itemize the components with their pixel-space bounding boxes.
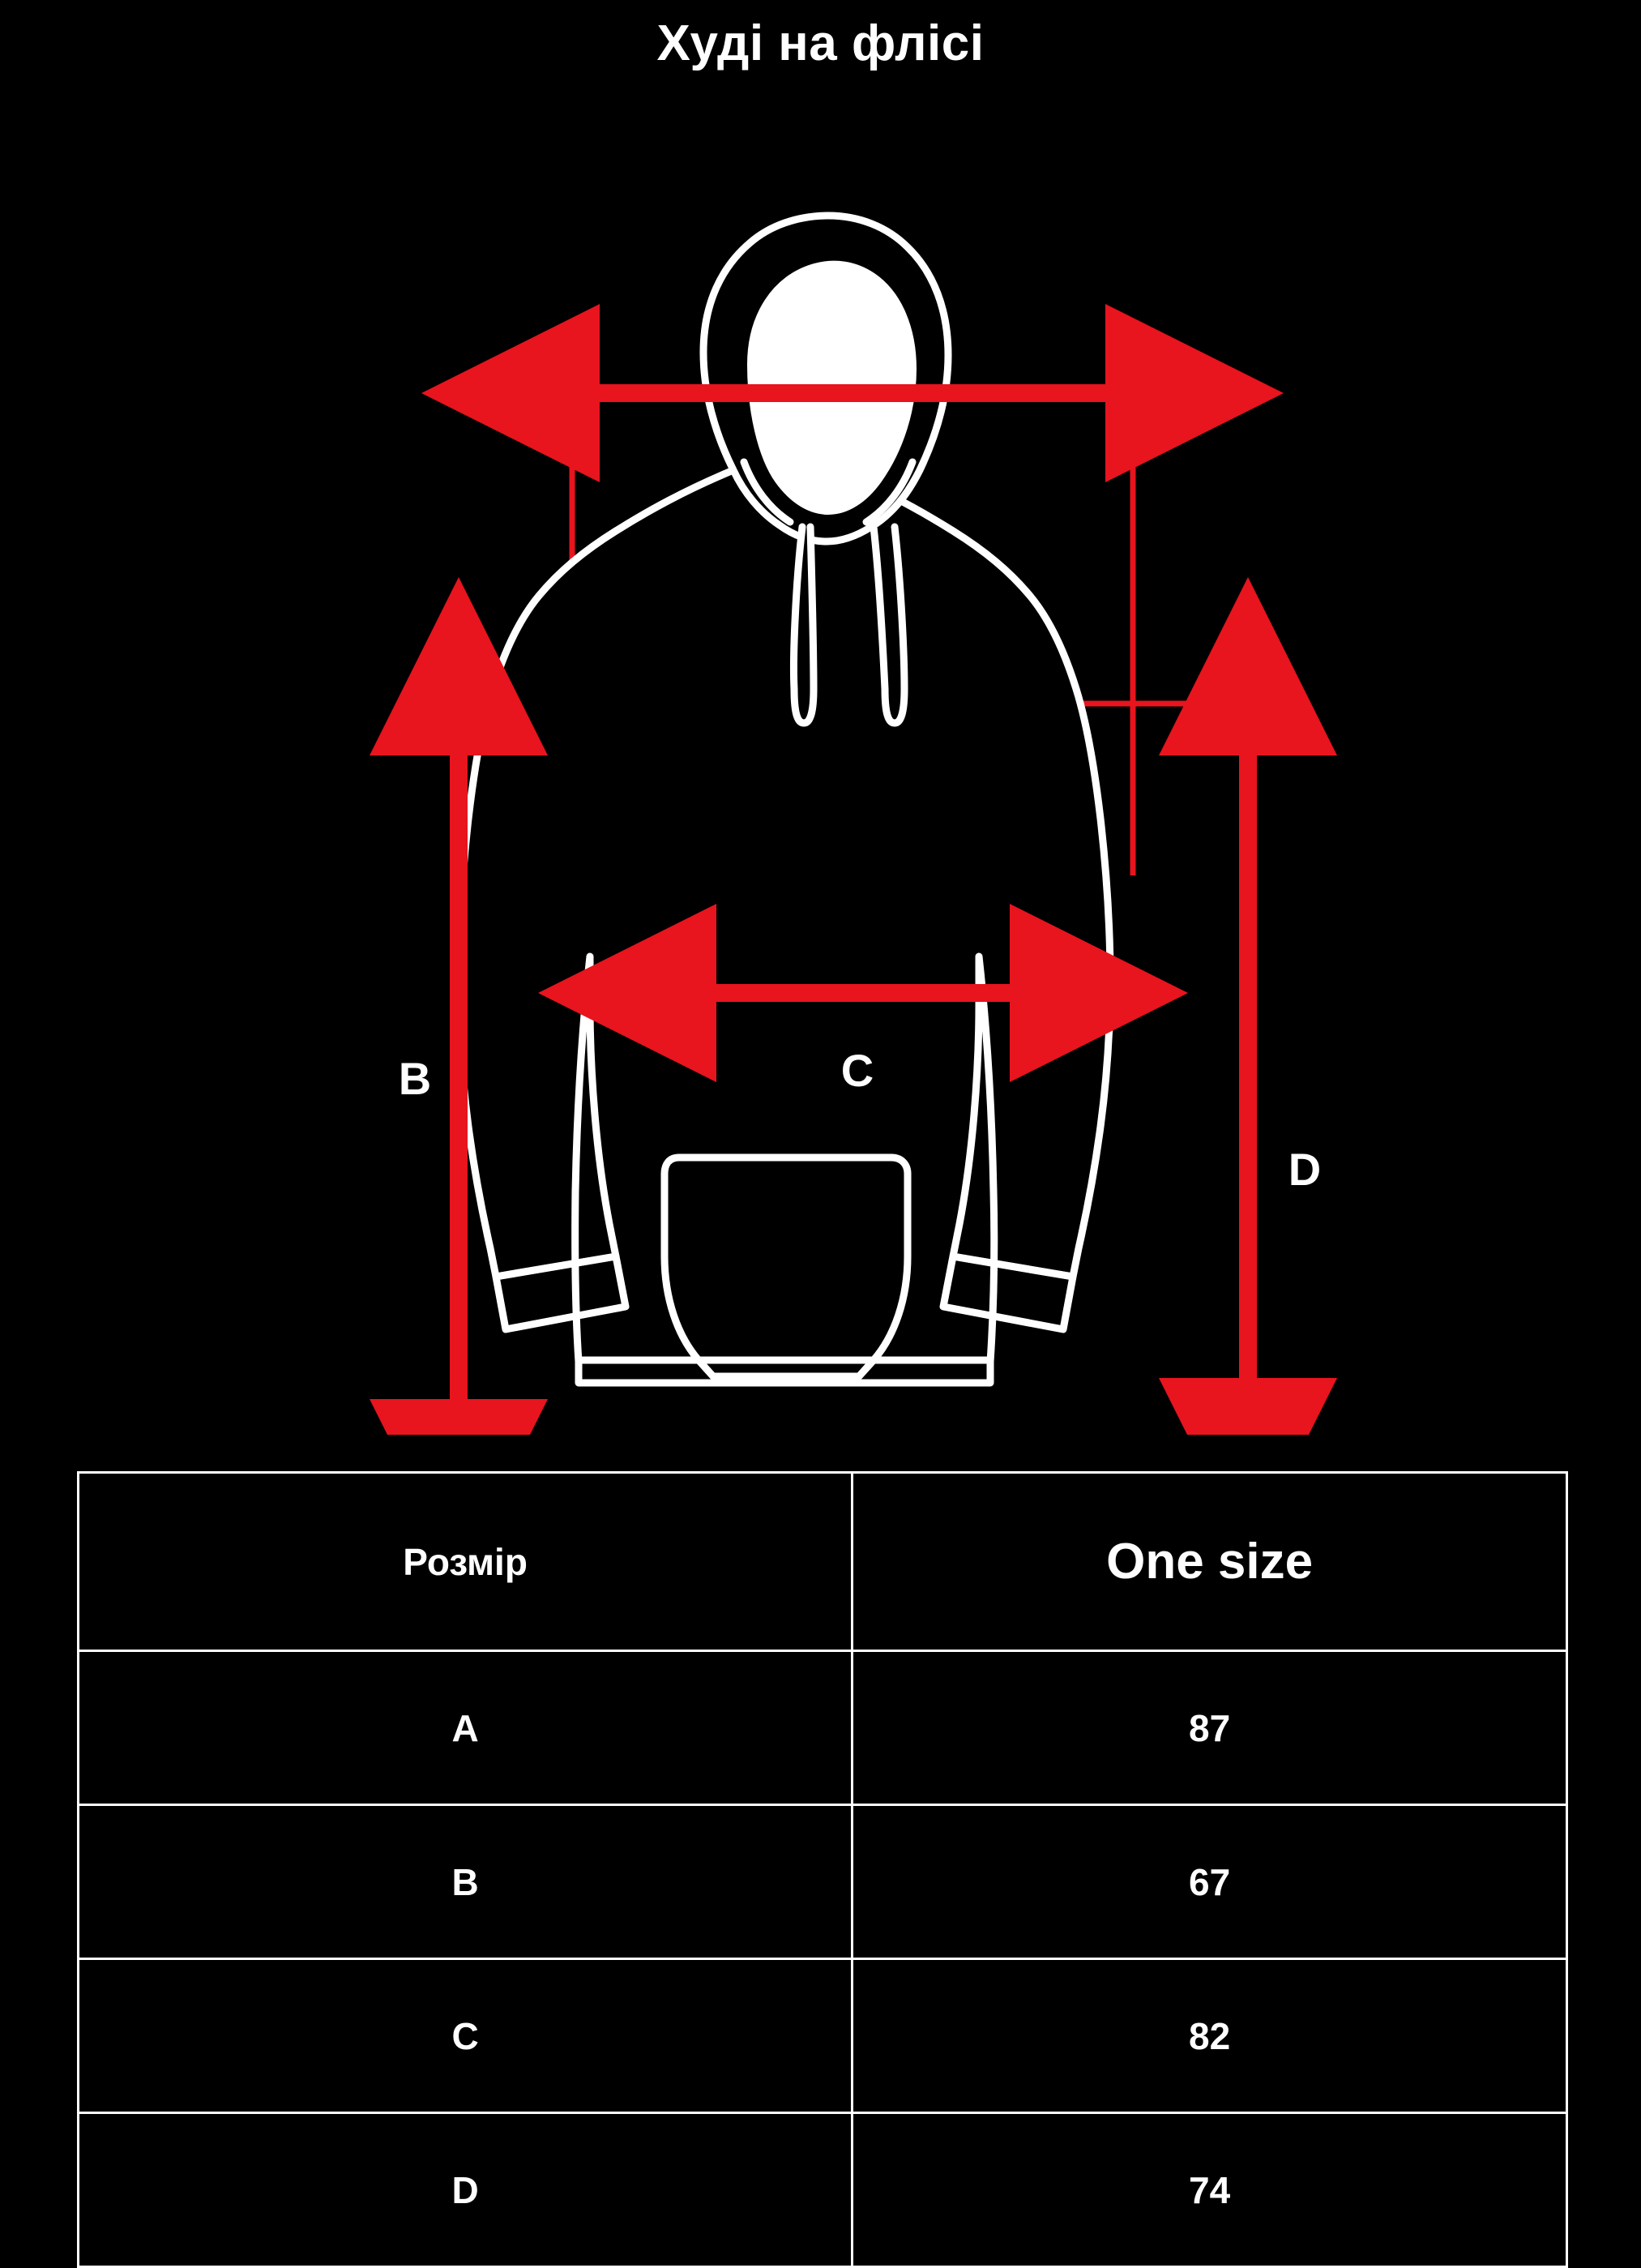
table-row	[79, 1651, 1567, 1805]
label-c: C	[840, 1045, 874, 1096]
table-row	[79, 1805, 1567, 1959]
row-value-a: 87	[853, 1651, 1567, 1805]
size-table-container	[77, 1471, 1568, 2268]
table-header-row	[79, 1473, 1567, 1651]
row-label-a: A	[79, 1651, 853, 1805]
label-a: A	[838, 327, 872, 379]
label-b: B	[398, 1053, 432, 1104]
table-row	[79, 2113, 1567, 2267]
table-row	[79, 1959, 1567, 2113]
row-value-b: 67	[853, 1805, 1567, 1959]
header-size-label: Розмір	[79, 1473, 853, 1651]
header-size-value: One size	[853, 1473, 1567, 1651]
row-value-c: 82	[853, 1959, 1567, 2113]
row-label-b: B	[79, 1805, 853, 1959]
row-label-d: D	[79, 2113, 853, 2267]
page-title: Худі на флісі	[656, 15, 985, 71]
hoodie-measurement-diagram	[0, 122, 1641, 1435]
size-table	[77, 1471, 1568, 2268]
row-label-c: C	[79, 1959, 853, 2113]
label-d: D	[1288, 1144, 1322, 1195]
row-value-d: 74	[853, 2113, 1567, 2267]
